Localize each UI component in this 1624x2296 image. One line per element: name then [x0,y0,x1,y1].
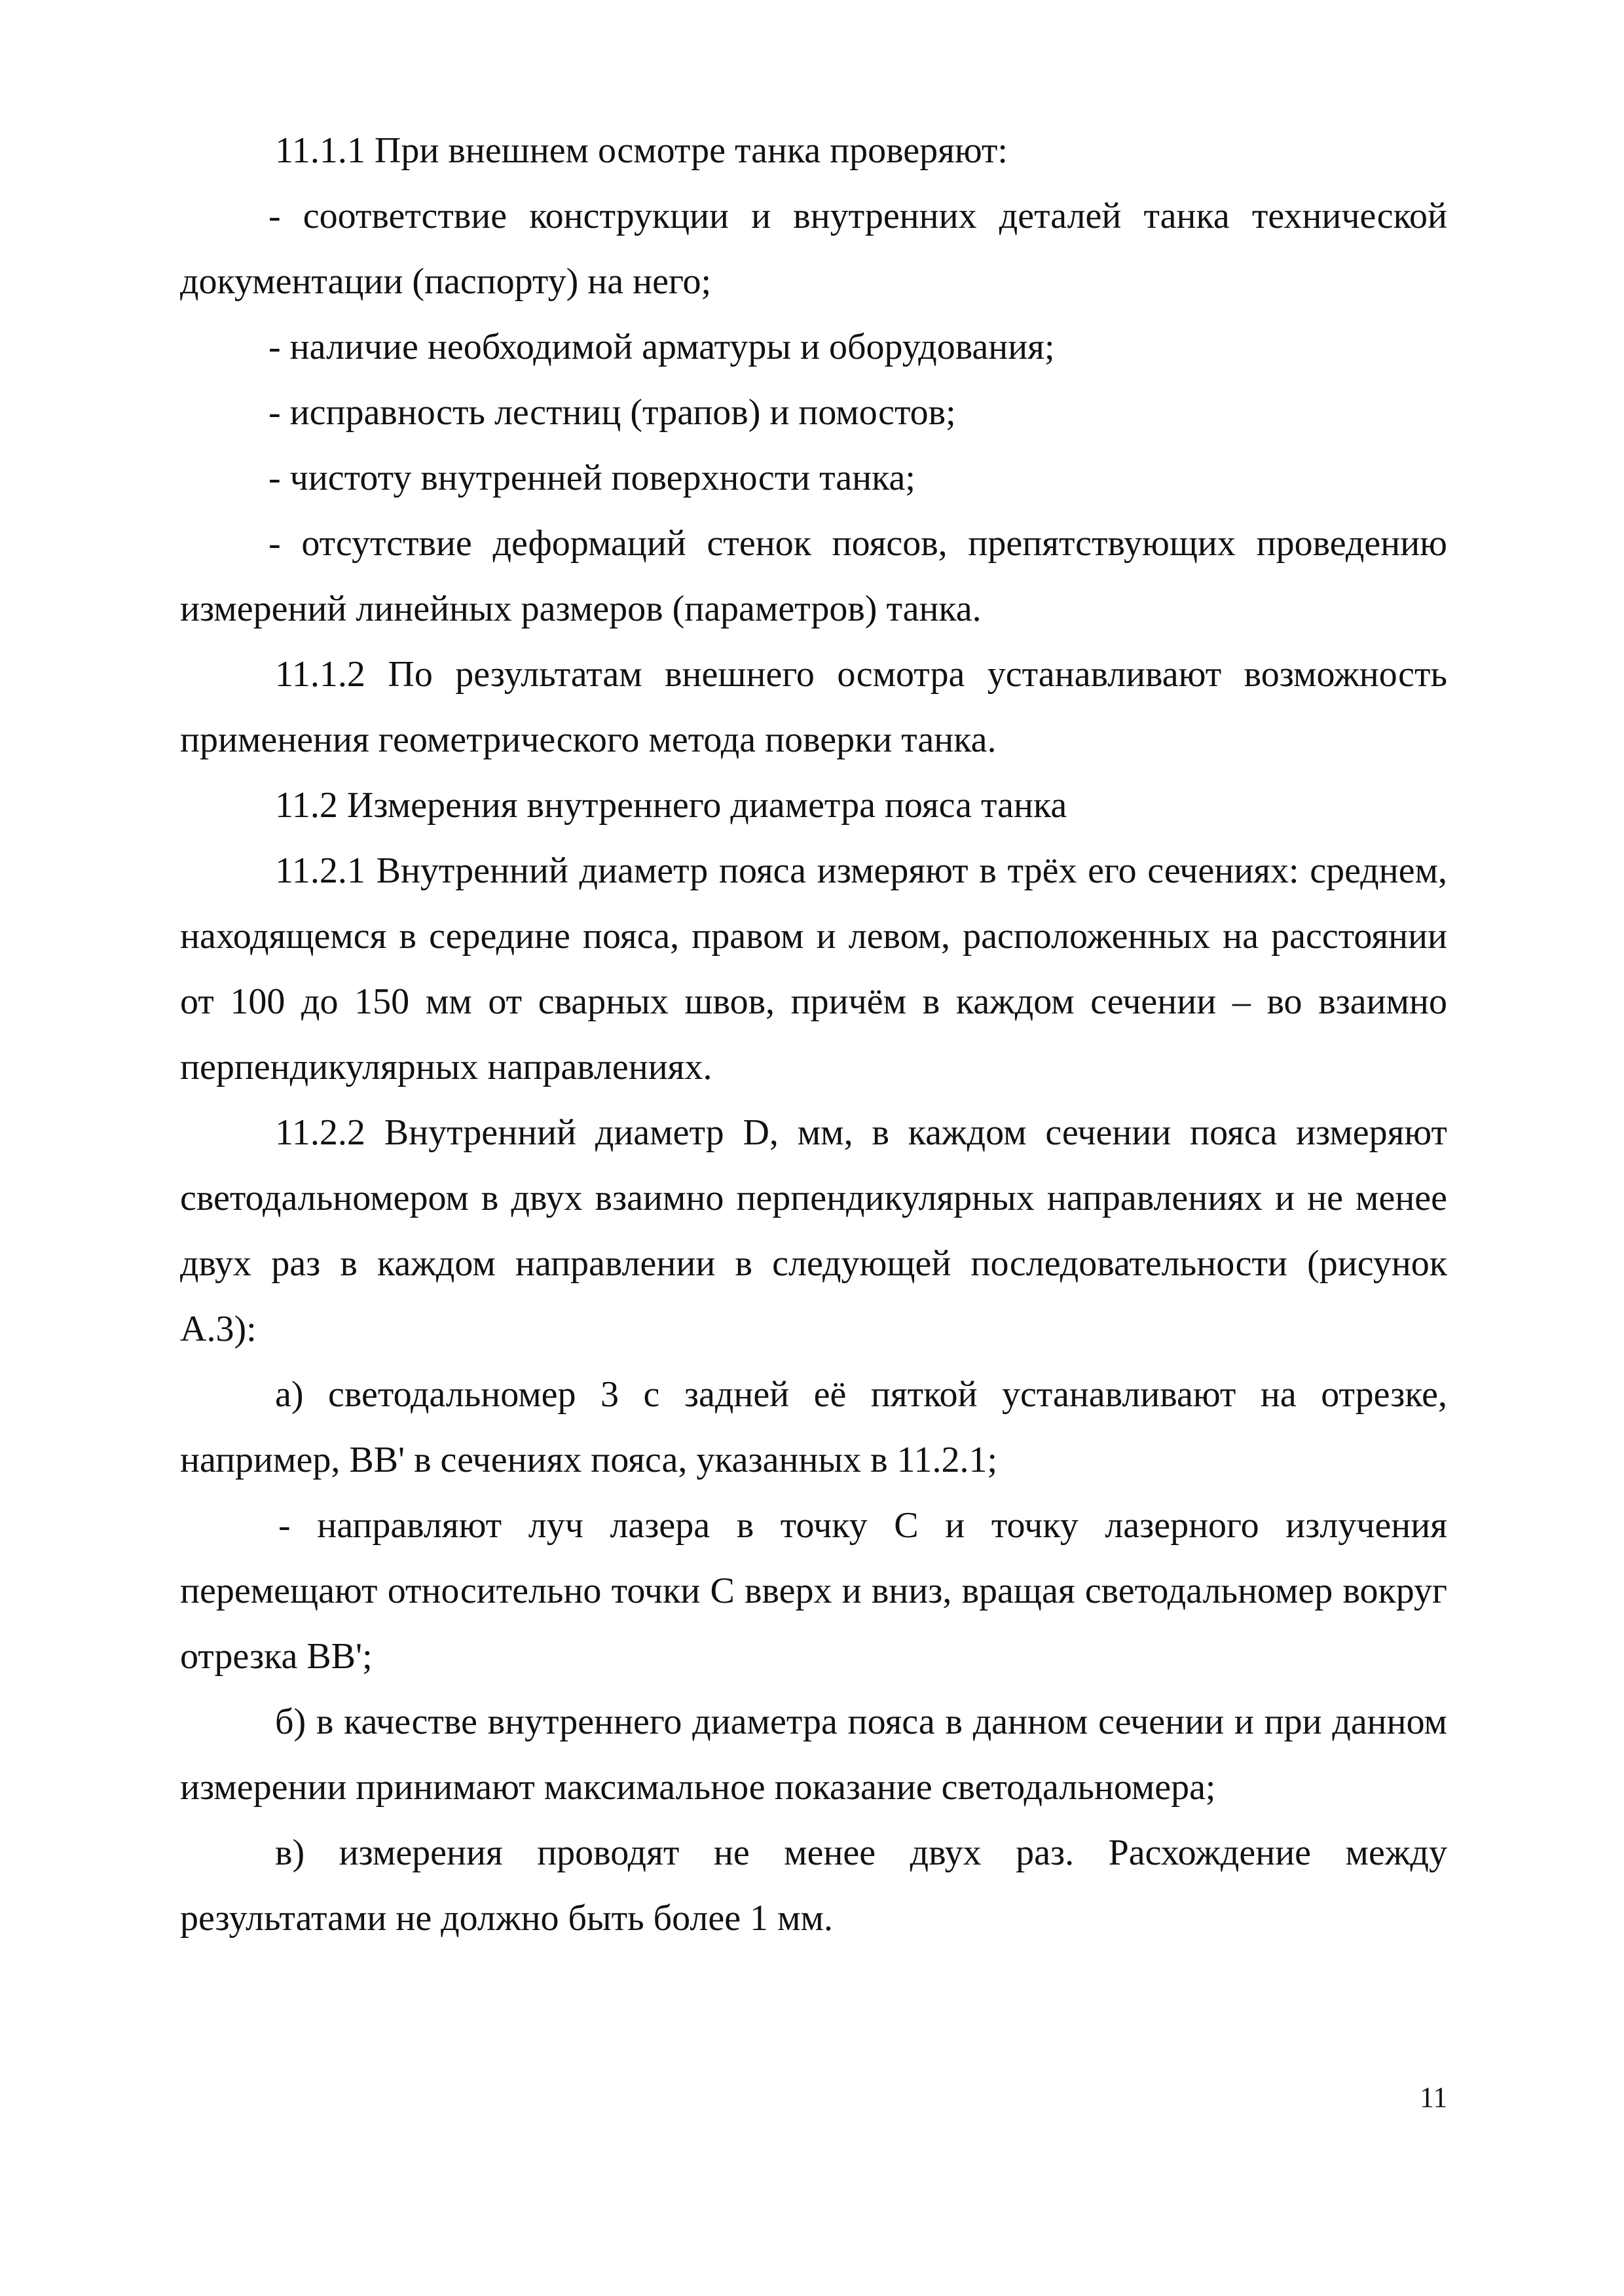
paragraph-11-2-2: 11.2.2 Внутренний диаметр D, мм, в каждом сечении пояса измеряют светодальномером в двух взаимно перпендикулярных направлениях и не менее двух раз в каждом направлении в следующей последовательности (рисунок А.3): [180,1112,1447,1349]
list-item-design-compliance: - соответствие конструкции и внутренних деталей танка технической документации (паспорту) на него; [180,196,1447,302]
page-number: 11 [1420,2081,1448,2113]
step-c: в) измерения проводят не менее двух раз. Расхождение между результатами не должно быть более 1 мм. [180,1832,1447,1939]
list-item-no-deformation: - отсутствие деформаций стенок поясов, препятствующих проведению измерений линейных размеров (параметров) танка. [180,523,1447,629]
list-item-cleanliness: - чистоту внутренней поверхности танка; [268,458,915,498]
step-a-laser: - направляют луч лазера в точку С и точку лазерного излучения перемещают относительно точки С вверх и вниз, вращая светодальномер вокруг отрезка BB'; [180,1505,1447,1677]
paragraph-11-1-2: 11.1.2 По результатам внешнего осмотра устанавливают возможность применения геометрического метода поверки танка. [180,654,1447,760]
paragraph-11-2-1: 11.2.1 Внутренний диаметр пояса измеряют в трёх его сечениях: среднем, находящемся в середине пояса, правом и левом, расположенных на расстоянии от 100 до 150 мм от сварных швов, причём в каждом сечении – во взаимно перпендикулярных направлениях. [180,850,1447,1087]
list-item-ladders: - исправность лестниц (трапов) и помостов; [268,392,956,433]
list-item-fittings: - наличие необходимой арматуры и оборудования; [268,327,1055,367]
section-heading-11-2: 11.2 Измерения внутреннего диаметра пояса танка [275,785,1067,826]
document-body [180,118,1447,1951]
paragraph-11-1-1: 11.1.1 При внешнем осмотре танка проверяют: [275,130,1008,171]
step-b: б) в качестве внутреннего диаметра пояса в данном сечении и при данном измерении принимают максимальное показание светодальномера; [180,1702,1447,1808]
step-a: а) светодальномер 3 с задней её пяткой устанавливают на отрезке, например, BB' в сечениях пояса, указанных в 11.2.1; [180,1374,1447,1480]
